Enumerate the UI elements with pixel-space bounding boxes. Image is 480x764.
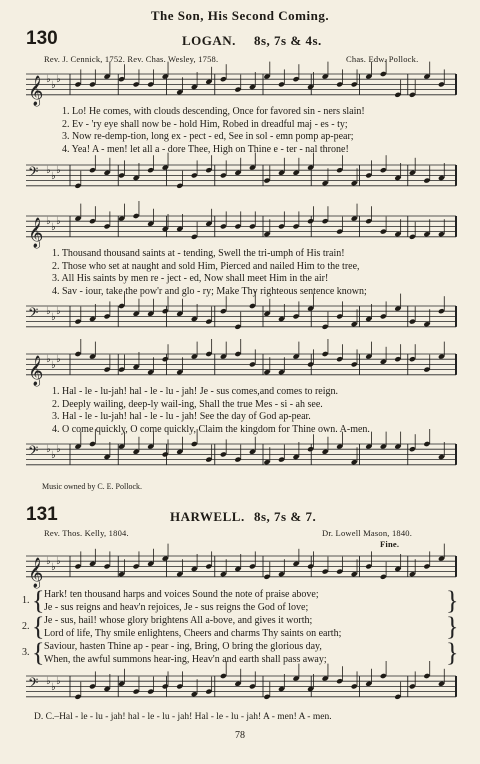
brace-glyph: } xyxy=(446,612,459,641)
flat-icon: ♭ xyxy=(51,562,56,573)
verse-block xyxy=(52,386,370,436)
flat-icon: ♭ xyxy=(46,676,51,687)
verse-pair xyxy=(22,586,462,615)
brace-glyph: { xyxy=(32,638,45,667)
flat-icon: ♭ xyxy=(56,354,61,365)
brace-glyph: } xyxy=(446,638,459,667)
verse-line: 2. Those who set at naught and sold Him, Pierced and nailed Him to the tree, xyxy=(52,260,360,272)
meter-logan: 8s, 7s & 4s. xyxy=(254,33,322,48)
brace-glyph: } xyxy=(446,586,459,615)
bass-clef-icon: 𝄢 xyxy=(28,675,39,694)
verse-number: 1. xyxy=(22,595,30,606)
verse-line: Saviour, hasten Thine ap - pear - ing, Bring, O bring the glorious day, xyxy=(44,641,322,652)
flat-icon: ♭ xyxy=(46,444,51,455)
music-staff-treble xyxy=(0,66,480,106)
verse-line: 2. Ev - 'ry eye shall now be - hold Him, Robed in dreadful maj - es - ty; xyxy=(62,118,348,130)
bass-clef-icon: 𝄢 xyxy=(28,305,39,324)
hymn-number-131: 131 xyxy=(26,504,58,525)
tune-name-harwell: HARWELL. xyxy=(170,509,245,524)
hymn-number-130: 130 xyxy=(26,28,58,49)
flat-icon: ♭ xyxy=(56,444,61,455)
flat-icon: ♭ xyxy=(56,165,61,176)
verse-line: 4. Sav - iour, take the pow'r and glo - ry; Make Thy righteous sentence known; xyxy=(52,285,367,297)
verse-line: Je - sus reigns and heav'n rejoices, Je - sus reigns the God of love; xyxy=(44,601,309,613)
treble-clef-icon: 𝄞 xyxy=(28,557,44,588)
verse-line: Hark! ten thousand harps and voices Sound the note of praise above; xyxy=(44,589,319,600)
bass-clef-icon: 𝄢 xyxy=(28,443,39,462)
flat-icon: ♭ xyxy=(46,556,51,567)
verse-number: 3. xyxy=(22,647,30,658)
flat-icon: ♭ xyxy=(51,360,56,371)
verse-line: When, the awful summons hear-ing, Heav'n and earth shall pass away; xyxy=(44,653,327,665)
verse-block-131 xyxy=(22,586,462,667)
composer-credit-131: Dr. Lowell Mason, 1840. xyxy=(322,528,413,538)
flat-icon: ♭ xyxy=(56,676,61,687)
verse-line: 1. Thousand thousand saints at - tending, Swell the tri-umph of His train! xyxy=(52,248,345,259)
music-staff-bass xyxy=(0,298,480,338)
treble-clef-icon: 𝄞 xyxy=(28,217,44,248)
verse-line: 2. Deeply wailing, deep-ly wail-ing, Shall the true Mes - si - ah see. xyxy=(52,398,323,410)
flat-icon: ♭ xyxy=(56,556,61,567)
page-header: The Son, His Second Coming. xyxy=(150,8,330,23)
treble-clef-icon: 𝄞 xyxy=(28,75,44,106)
verse-pair xyxy=(22,638,462,667)
composer-credit-130: Chas. Edw. Pollock. xyxy=(346,54,419,64)
tune-name-logan: LOGAN. xyxy=(182,33,236,48)
flat-icon: ♭ xyxy=(46,165,51,176)
flat-icon: ♭ xyxy=(46,74,51,85)
flat-icon: ♭ xyxy=(51,312,56,323)
page-number: 78 xyxy=(235,730,245,741)
verse-line: 3. Now re-demp-tion, long ex - pect - ed, See in sol - emn pomp ap-pear; xyxy=(62,131,354,142)
flat-icon: ♭ xyxy=(46,216,51,227)
author-credit-130: Rev. J. Cennick, 1752. Rev. Chas. Wesley, 1758. xyxy=(44,54,219,64)
verse-number: 2. xyxy=(22,621,30,632)
verse-line: 3. Hal - le - lu-jah! hal - le - lu - jah! See the day of God ap-pear. xyxy=(52,411,311,422)
flat-icon: ♭ xyxy=(46,354,51,365)
flat-icon: ♭ xyxy=(51,682,56,693)
flat-icon: ♭ xyxy=(51,450,56,461)
music-staff-treble xyxy=(0,208,480,248)
flat-icon: ♭ xyxy=(56,216,61,227)
verse-block xyxy=(62,106,365,156)
verse-line: 1. Hal - le - lu-jah! hal - le - lu - jah! Je - sus comes,and comes to reign. xyxy=(52,386,339,397)
verse-line: Lord of life, Thy smile enlightens, Cheers and charms Thy saints on earth; xyxy=(44,627,342,639)
verse-line: 4. Yea! A - men! let all a - dore Thee, High on Thine e - ter - nal throne! xyxy=(62,143,349,155)
music-staff-treble xyxy=(0,548,480,588)
fine-marking: Fine. xyxy=(380,539,400,549)
flat-icon: ♭ xyxy=(51,171,56,182)
brace-glyph: { xyxy=(32,612,45,641)
treble-clef-icon: 𝄞 xyxy=(28,355,44,386)
music-staff-bass xyxy=(0,668,480,708)
meter-harwell: 8s, 7s & 7. xyxy=(254,509,317,524)
music-staff-bass xyxy=(0,157,480,197)
verse-line: 4. O come quickly, O come quickly, Claim the kingdom for Thine own. A-men. xyxy=(52,423,370,435)
flat-icon: ♭ xyxy=(46,306,51,317)
verse-line: Je - sus, hail! whose glory brightens All a-bove, and gives it worth; xyxy=(44,615,313,626)
verse-pair xyxy=(22,612,462,641)
flat-icon: ♭ xyxy=(51,222,56,233)
music-staff-treble xyxy=(0,346,480,386)
verse-line: 1. Lo! He comes, with clouds descending, Once for favored sin - ners slain! xyxy=(62,106,365,117)
music-staff-bass xyxy=(0,436,480,476)
music-ownership-note: Music owned by C. E. Pollock. xyxy=(42,482,142,491)
brace-glyph: { xyxy=(32,586,45,615)
flat-icon: ♭ xyxy=(56,74,61,85)
author-credit-131: Rev. Thos. Kelly, 1804. xyxy=(44,528,129,538)
bass-clef-icon: 𝄢 xyxy=(28,164,39,183)
verse-block xyxy=(52,248,367,298)
verse-line: 3. All His saints by men re - ject - ed, Now shall meet Him in the air! xyxy=(52,273,329,284)
flat-icon: ♭ xyxy=(56,306,61,317)
da-capo-line: D. C.–Hal - le - lu - jah! hal - le - lu - jah! Hal - le - lu - jah! A - men! A - men. xyxy=(34,712,332,722)
flat-icon: ♭ xyxy=(51,80,56,91)
